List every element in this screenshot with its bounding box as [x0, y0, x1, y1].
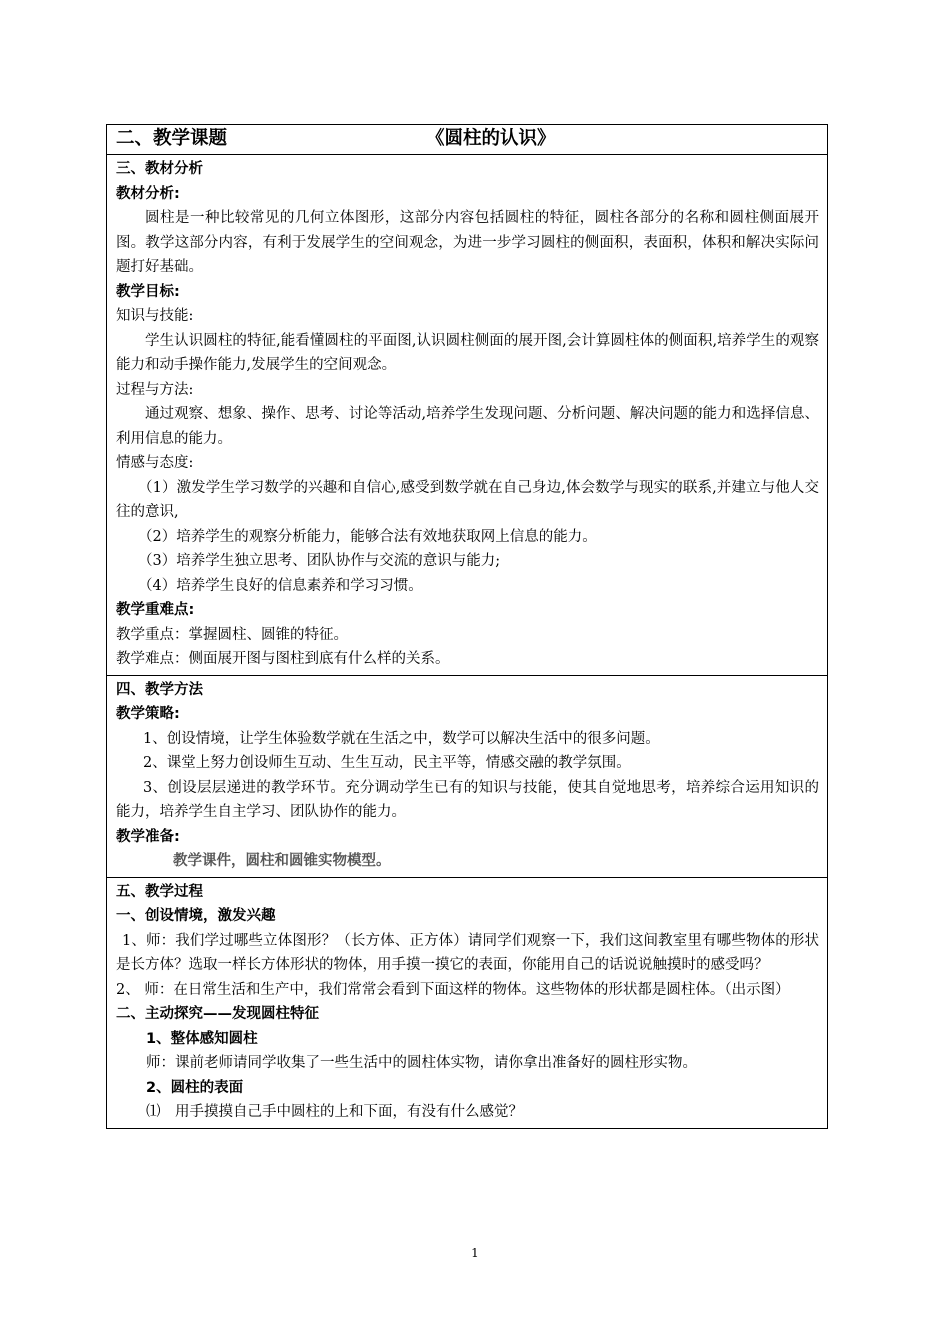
prep-label: 教学准备:: [116, 828, 180, 845]
knowledge-text: 学生认识圆柱的特征,能看懂圆柱的平面图,认识圆柱侧面的展开图,会计算圆柱体的侧面积,培养学生的观察能力和动手操作能力,发展学生的空间观念。: [116, 332, 819, 373]
section-method-row: [107, 675, 828, 877]
section-process-row: [107, 877, 828, 1128]
process-label: 过程与方法:: [116, 381, 194, 398]
step2-title: 二、主动探究——发现圆柱特征: [116, 1006, 319, 1022]
section-process-cell: [107, 877, 828, 1128]
sub2-text: ⑴ 用手摸摸自己手中圆柱的上和下面，有没有什么感觉？: [146, 1104, 523, 1120]
emotion-item: （4）培养学生良好的信息素养和学习习惯。: [138, 577, 423, 594]
emotion-item: （3）培养学生独立思考、团队协作与交流的意识与能力;: [138, 553, 501, 569]
strategy-item: 1、创设情境，让学生体验数学就在生活之中，数学可以解决生活中的很多问题。: [143, 730, 660, 747]
title-row: [107, 125, 828, 155]
emotion-item: （1）激发学生学习数学的兴趣和自信心,感受到数学就在自己身边,体会数学与现实的联系,并建立与他人交往的意识,: [116, 479, 819, 520]
emotion-item: （2）培养学生的观察分析能力，能够合法有效地获取网上信息的能力。: [138, 528, 597, 545]
section-method-cell: [107, 675, 828, 877]
strategy-item: 3、创设层层递进的教学环节。充分调动学生已有的知识与技能，使其自觉地思考，培养综合运用知识的能力，培养学生自主学习、团队协作的能力。: [116, 779, 819, 820]
key-label: 教学重难点:: [116, 602, 195, 618]
material-label: 教材分析:: [116, 185, 180, 202]
sub1-text: 师：课前老师请同学收集了一些生活中的圆柱体实物，请你拿出准备好的圆柱形实物。: [146, 1055, 697, 1071]
step1-paragraph: 1、师：我们学过哪些立体图形？（长方体、正方体）请同学们观察一下，我们这间教室里有哪些物体的形状是长方体？选取一样长方体形状的物体，用手摸一摸它的表面，你能用自己的话说说触摸时的感受吗？: [116, 932, 819, 973]
goals-label: 教学目标:: [116, 283, 180, 300]
process-text: 通过观察、想象、操作、思考、讨论等活动,培养学生发现问题、分析问题、解决问题的能力和选择信息、利用信息的能力。: [116, 406, 819, 447]
knowledge-label: 知识与技能:: [116, 308, 194, 324]
title-cell: [107, 125, 828, 155]
page-number: 1: [471, 1246, 479, 1260]
section-title: 五、教学过程: [116, 883, 203, 900]
sub2-title: 2、圆柱的表面: [146, 1079, 244, 1096]
section-material-row: [107, 155, 828, 676]
topic-label: 二、教学课题: [116, 128, 228, 149]
key-point: 教学重点：掌握圆柱、圆锥的特征。: [116, 626, 348, 643]
strategy-item: 2、课堂上努力创设师生互动、生生互动，民主平等，情感交融的教学氛围。: [143, 755, 631, 771]
prep-text: 教学课件，圆柱和圆锥实物模型。: [173, 853, 391, 869]
difficult-point: 教学难点：侧面展开图与图柱到底有什么样的关系。: [116, 651, 450, 667]
step1-paragraph: 2、 师：在日常生活和生产中，我们常常会看到下面这样的物体。这些物体的形状都是圆柱体。（出示图）: [116, 981, 790, 998]
section-material-cell: [107, 155, 828, 676]
step1-title: 一、创设情境，激发兴趣: [116, 908, 276, 924]
emotion-label: 情感与态度:: [116, 455, 194, 471]
book-title: 《圆柱的认识》: [426, 128, 556, 149]
section-title: 三、教材分析: [116, 161, 203, 177]
strategy-label: 教学策略:: [116, 706, 180, 722]
sub1-title: 1、整体感知圆柱: [146, 1030, 258, 1047]
section-title: 四、教学方法: [116, 681, 203, 698]
lesson-plan-table: [106, 124, 828, 1129]
material-text: 圆柱是一种比较常见的几何立体图形，这部分内容包括圆柱的特征，圆柱各部分的名称和圆柱侧面展开图。教学这部分内容，有利于发展学生的空间观念，为进一步学习圆柱的侧面积，表面积，体积和解决实际问题打好基础。: [116, 210, 819, 275]
